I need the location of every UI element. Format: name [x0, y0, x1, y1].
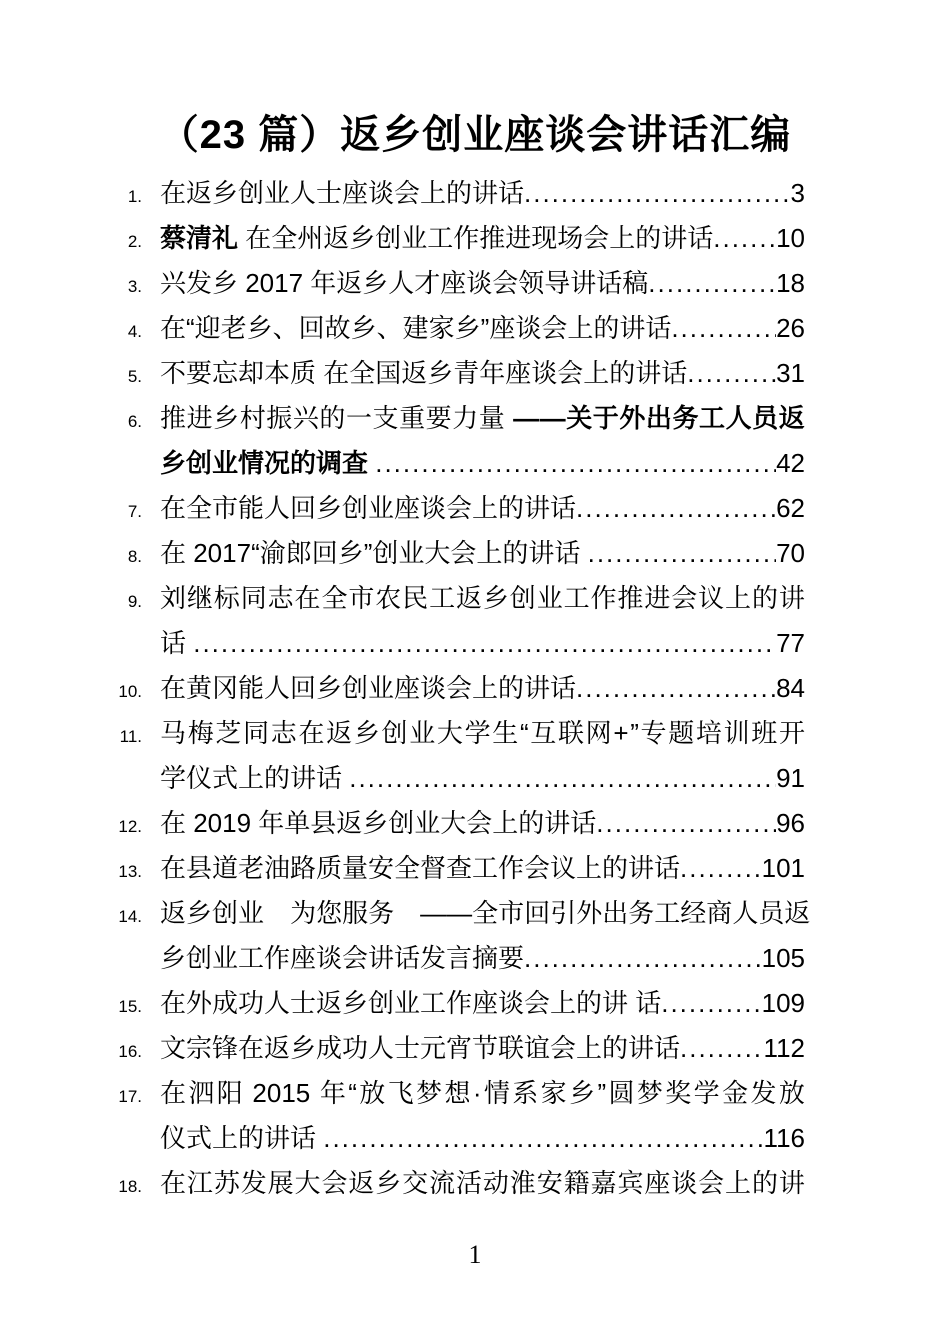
entry-text: 工: [654, 898, 681, 928]
entry-line: [160, 486, 805, 531]
entry-text: 乡: [186, 898, 213, 928]
entry-text: 乡: [482, 583, 509, 613]
entry-text: 作: [590, 583, 617, 613]
entry-text: 人: [725, 403, 752, 433]
entry-number: 17.: [118, 1087, 142, 1106]
entry-text: 全: [472, 898, 499, 928]
entry-page-number: 96: [776, 808, 805, 838]
entry-lines: [160, 666, 805, 711]
entry-number: 15.: [118, 997, 142, 1016]
entry-text: 创: [381, 718, 408, 748]
entry-text: 座: [644, 1168, 671, 1198]
entry-text: 讲: [778, 1168, 805, 1198]
entry-text: 仪式上的讲话: [160, 1123, 324, 1153]
entry-page-number: 31: [776, 358, 805, 388]
entry-text: 苏: [213, 1168, 240, 1198]
entry-page-number: 10: [776, 223, 805, 253]
dot-leader: [713, 216, 776, 261]
entry-lines: [160, 1026, 805, 1071]
entry-text: 圆: [608, 1078, 635, 1108]
entry-page-number: 84: [776, 673, 805, 703]
dot-leader: [680, 846, 762, 891]
entry-text: 想: [444, 1078, 471, 1108]
entry-lines: [160, 216, 805, 261]
entry-text: 员: [758, 898, 785, 928]
entry-text: 刘: [160, 583, 187, 613]
entry-lines: [160, 891, 811, 981]
entry-text: 乡: [569, 1078, 596, 1108]
dot-leader: [576, 666, 776, 711]
entry-line: [160, 261, 805, 306]
entry-text: 业: [409, 718, 436, 748]
entry-page-number: 70: [776, 538, 805, 568]
entry-text: 会: [671, 583, 698, 613]
entry-text: 飞: [387, 1078, 414, 1108]
entry-text: —: [446, 898, 473, 928]
toc-entry: [100, 711, 805, 801]
entry-text: [394, 891, 420, 936]
entry-text: 在: [294, 583, 321, 613]
entry-text: 情: [483, 1078, 510, 1108]
entry-text: 开: [778, 718, 805, 748]
entry-lines: [160, 171, 805, 216]
entry-lines: [160, 576, 805, 666]
entry-line: [160, 1116, 805, 1161]
toc-entry: [100, 666, 805, 711]
entry-text: 业: [238, 898, 265, 928]
entry-line: [160, 1161, 805, 1206]
entry-text: 一: [345, 403, 372, 433]
entry-line: [160, 216, 805, 261]
entry-text: 返: [778, 403, 805, 433]
footer-page-number: 1: [468, 1240, 482, 1269]
entry-text: “: [348, 1078, 357, 1108]
entry-text: 全: [321, 583, 348, 613]
entry-text: 芝: [215, 718, 242, 748]
entry-number: 12.: [118, 817, 142, 836]
dot-leader: [661, 981, 761, 1026]
entry-text: 发: [240, 1168, 267, 1198]
entry-line: [160, 171, 805, 216]
toc-entry: [100, 1071, 805, 1161]
dot-leader: [349, 756, 776, 801]
entry-text: 在全州返乡创业工作推进现场会上的讲话: [238, 223, 714, 253]
entry-text: 上: [725, 1168, 752, 1198]
toc-entry: [100, 576, 805, 666]
entry-text: 淮: [509, 1168, 536, 1198]
toc-entry: [100, 486, 805, 531]
entry-page-number: 112: [763, 1033, 805, 1063]
entry-number: 10.: [118, 682, 142, 701]
entry-lines: [160, 486, 805, 531]
entry-text: 谈: [671, 1168, 698, 1198]
entry-text: 工: [563, 583, 590, 613]
entry-text: 推: [160, 403, 187, 433]
entry-text: 您: [316, 898, 343, 928]
entry-text: 年: [319, 1078, 346, 1108]
entry-text: 创: [212, 898, 239, 928]
entry-number: 18.: [118, 1177, 142, 1196]
entry-text: 在: [160, 1168, 187, 1198]
dot-leader: [576, 486, 776, 531]
entry-lines: [160, 531, 805, 576]
dot-leader: [375, 441, 776, 486]
entry-lines: [160, 711, 805, 801]
entry-text: 兴发乡 2017 年返乡人才座谈会领导讲话稿: [160, 268, 649, 298]
entry-line: [160, 1026, 805, 1071]
entry-text: 民: [402, 583, 429, 613]
entry-text: 返: [348, 1168, 375, 1198]
entry-text: 议: [698, 583, 725, 613]
entry-text: 梦: [416, 1078, 443, 1108]
entry-number: 2.: [127, 232, 142, 251]
document-title: （23 篇）返乡创业座谈会讲话汇编: [158, 113, 792, 157]
entry-text: 会: [698, 1168, 725, 1198]
entry-text: 安: [536, 1168, 563, 1198]
entry-text: 志: [267, 583, 294, 613]
entry-text: 网: [585, 718, 612, 748]
entry-line: [160, 531, 805, 576]
entry-page-number: 105: [761, 943, 805, 973]
entry-text: 商: [706, 898, 733, 928]
toc-entry: [100, 1026, 805, 1071]
entry-text: 外: [619, 403, 646, 433]
toc-entry: [100, 891, 811, 981]
entry-text: 引: [550, 898, 577, 928]
entry-number: 7.: [127, 502, 142, 521]
entry-text: 大: [436, 718, 463, 748]
toc-entry: [100, 216, 805, 261]
toc-entry: [100, 801, 805, 846]
entry-text: 籍: [563, 1168, 590, 1198]
entry-lines: [160, 396, 805, 486]
entry-text: 发: [750, 1078, 777, 1108]
entry-line: [160, 396, 805, 441]
entry-text: 在: [298, 718, 325, 748]
entry-text: 务: [628, 898, 655, 928]
entry-text: 放: [359, 1078, 386, 1108]
dot-leader: [524, 171, 791, 216]
entry-text: 的: [751, 583, 778, 613]
entry-text: 同: [243, 718, 270, 748]
entry-text: 人: [732, 898, 759, 928]
entry-text: “: [519, 718, 529, 748]
entry-text: 梅: [187, 718, 214, 748]
entry-text: 在外成功人士返乡创业工作座谈会上的讲 话: [160, 988, 662, 1018]
entry-text: 支: [372, 403, 399, 433]
entry-text: 马: [160, 718, 187, 748]
entry-text: 流: [429, 1168, 456, 1198]
entry-text: 务: [368, 898, 395, 928]
entry-text: —: [513, 403, 540, 433]
entry-page-number: 42: [776, 448, 805, 478]
entry-text: 返: [455, 583, 482, 613]
table-of-contents: [100, 171, 811, 1206]
entry-text: 市: [348, 583, 375, 613]
entry-text: 金: [722, 1078, 749, 1108]
toc-entry: [100, 396, 805, 486]
entry-number: 13.: [118, 862, 142, 881]
entry-text: 返: [784, 898, 811, 928]
entry-page-number: 101: [761, 853, 805, 883]
entry-text: 乡: [213, 403, 240, 433]
toc-entry: [100, 1161, 805, 1206]
dot-leader: [687, 351, 776, 396]
entry-number: 11.: [119, 727, 142, 746]
entry-line: [160, 351, 805, 396]
entry-text: 返: [160, 898, 187, 928]
entry-text: 农: [375, 583, 402, 613]
entry-text: 在全市能人回乡创业座谈会上的讲话: [160, 493, 577, 523]
entry-number: 1.: [127, 187, 142, 206]
entry-text: 会: [321, 1168, 348, 1198]
entry-text: ”: [630, 718, 639, 748]
dot-leader: [524, 936, 762, 981]
entry-text: 重: [399, 403, 426, 433]
entry-line: [160, 306, 805, 351]
entry-text: 互: [530, 718, 557, 748]
entry-text: 交: [402, 1168, 429, 1198]
entry-line: [160, 891, 811, 936]
entry-lines: [160, 306, 805, 351]
entry-text: 班: [751, 718, 778, 748]
dot-leader: [648, 261, 776, 306]
entry-text: ”: [597, 1078, 607, 1108]
entry-page-number: 62: [776, 493, 805, 523]
entry-text: 推: [617, 583, 644, 613]
entry-number: 8.: [127, 547, 142, 566]
entry-text: 上: [725, 583, 752, 613]
entry-text: 活: [455, 1168, 482, 1198]
dot-leader: [588, 531, 776, 576]
entry-text: 力: [452, 403, 479, 433]
entry-text: ·: [472, 1078, 482, 1108]
entry-text: 梦: [636, 1078, 663, 1108]
entry-text: 2015: [245, 1078, 318, 1108]
entry-text: —: [539, 403, 566, 433]
entry-text: 出: [602, 898, 629, 928]
entry-lines: [160, 1161, 805, 1206]
entry-text: 于: [592, 403, 619, 433]
entry-lines: [160, 846, 805, 891]
entry-text: 学: [464, 718, 491, 748]
entry-line: [160, 936, 805, 981]
entry-page-number: 26: [776, 313, 805, 343]
entry-number: 14.: [118, 907, 142, 926]
entry-text: 学仪式上的讲话: [160, 763, 350, 793]
entry-text: 村: [239, 403, 266, 433]
entry-text: 务: [672, 403, 699, 433]
entry-text: 进: [644, 583, 671, 613]
entry-lines: [160, 801, 805, 846]
entry-text: 在 2019 年单县返乡创业大会上的讲话: [160, 808, 597, 838]
entry-text: 文宗锋在返乡成功人士元宵节联谊会上的讲话: [160, 1033, 681, 1063]
entry-lines: [160, 981, 805, 1026]
entry-text: 的: [319, 403, 346, 433]
toc-entry: [100, 531, 805, 576]
entry-text: 江: [186, 1168, 213, 1198]
toc-entry: [100, 306, 805, 351]
entry-text: 要: [425, 403, 452, 433]
entry-text: 同: [240, 583, 267, 613]
entry-text: 外: [576, 898, 603, 928]
entry-text: 的: [751, 1168, 778, 1198]
entry-lines: [160, 1071, 805, 1161]
entry-page-number: 91: [776, 763, 805, 793]
entry-text: 在 2017“渝郎回乡”创业大会上的讲话: [160, 538, 588, 568]
entry-text: [264, 891, 290, 936]
entry-text: 系: [512, 1078, 539, 1108]
entry-lines: [160, 351, 805, 396]
entry-text: 兴: [292, 403, 319, 433]
entry-text: 在“迎老乡、回故乡、建家乡”座谈会上的讲话: [160, 313, 672, 343]
entry-text: 进: [186, 403, 213, 433]
entry-text: 生: [492, 718, 519, 748]
entry-text: 奖: [665, 1078, 692, 1108]
entry-text: 在: [160, 1078, 187, 1108]
toc-entry: [100, 981, 805, 1026]
toc-entry: [100, 351, 805, 396]
entry-page-number: 109: [761, 988, 805, 1018]
entry-text: 标: [213, 583, 240, 613]
entry-text: 培: [695, 718, 722, 748]
entry-page-number: 116: [763, 1123, 805, 1153]
entry-page-number: 77: [776, 628, 805, 658]
entry-number: 4.: [127, 322, 142, 341]
entry-text: 展: [267, 1168, 294, 1198]
entry-line: [160, 666, 805, 711]
toc-entry: [100, 261, 805, 306]
entry-line: [160, 801, 805, 846]
entry-text: 为: [290, 898, 317, 928]
entry-line: [160, 576, 805, 621]
entry-text: 量: [478, 403, 505, 433]
dot-leader: [680, 1026, 764, 1071]
entry-text: 回: [524, 898, 551, 928]
entry-text: 训: [723, 718, 750, 748]
entry-text: 乡: [353, 718, 380, 748]
entry-text: 经: [680, 898, 707, 928]
entry-text: 乡创业情况的调查: [160, 448, 376, 478]
entry-line: [160, 621, 805, 666]
entry-line: [160, 711, 805, 756]
dot-leader: [596, 801, 776, 846]
entry-text: 学: [693, 1078, 720, 1108]
entry-text: 关: [566, 403, 593, 433]
entry-number: 3.: [127, 277, 142, 296]
entry-line: [160, 846, 805, 891]
entry-text: 在黄冈能人回乡创业座谈会上的讲话: [160, 673, 577, 703]
entry-text: 家: [540, 1078, 567, 1108]
entry-text: 振: [266, 403, 293, 433]
entry-text: 宾: [617, 1168, 644, 1198]
entry-text: 继: [186, 583, 213, 613]
entry-number: 5.: [127, 367, 142, 386]
entry-text: [505, 396, 512, 441]
entry-text: 阳: [216, 1078, 243, 1108]
entry-lines: [160, 261, 805, 306]
entry-text: 创: [509, 583, 536, 613]
entry-page-number: 18: [776, 268, 805, 298]
entry-text: 在返乡创业人士座谈会上的讲话: [160, 178, 525, 208]
entry-text: 乡: [375, 1168, 402, 1198]
entry-text: 泗: [188, 1078, 215, 1108]
entry-text: 大: [294, 1168, 321, 1198]
entry-text: 在县道老油路质量安全督查工作会议上的讲话: [160, 853, 681, 883]
entry-text: 嘉: [590, 1168, 617, 1198]
dot-leader: [193, 621, 776, 666]
entry-text: 专: [640, 718, 667, 748]
entry-number: 9.: [127, 592, 142, 611]
entry-text: 讲: [778, 583, 805, 613]
dot-leader: [323, 1116, 763, 1161]
entry-text: 题: [668, 718, 695, 748]
entry-text: 话: [160, 628, 194, 658]
entry-text: 动: [482, 1168, 509, 1198]
entry-text: 员: [752, 403, 779, 433]
entry-text: 不要忘却本质 在全国返乡青年座谈会上的讲话: [160, 358, 688, 388]
entry-number: 16.: [118, 1042, 142, 1061]
toc-entry: [100, 171, 805, 216]
entry-text: 返: [326, 718, 353, 748]
entry-text: 出: [645, 403, 672, 433]
entry-text: 蔡清礼: [160, 223, 239, 253]
entry-line: [160, 1071, 805, 1116]
entry-text: 工: [699, 403, 726, 433]
entry-text: 服: [342, 898, 369, 928]
entry-text: —: [420, 898, 447, 928]
entry-line: [160, 981, 805, 1026]
entry-page-number: 3: [790, 178, 805, 208]
entry-text: 联: [557, 718, 584, 748]
toc-entry: [100, 846, 805, 891]
entry-text: 市: [498, 898, 525, 928]
dot-leader: [671, 306, 776, 351]
entry-text: 乡创业工作座谈会讲话发言摘要: [160, 943, 525, 973]
entry-line: [160, 756, 805, 801]
entry-line: [160, 441, 805, 486]
entry-text: 工: [429, 583, 456, 613]
entry-text: 业: [536, 583, 563, 613]
entry-text: 志: [270, 718, 297, 748]
entry-text: 放: [778, 1078, 805, 1108]
entry-text: +: [613, 718, 629, 748]
entry-number: 6.: [127, 412, 142, 431]
